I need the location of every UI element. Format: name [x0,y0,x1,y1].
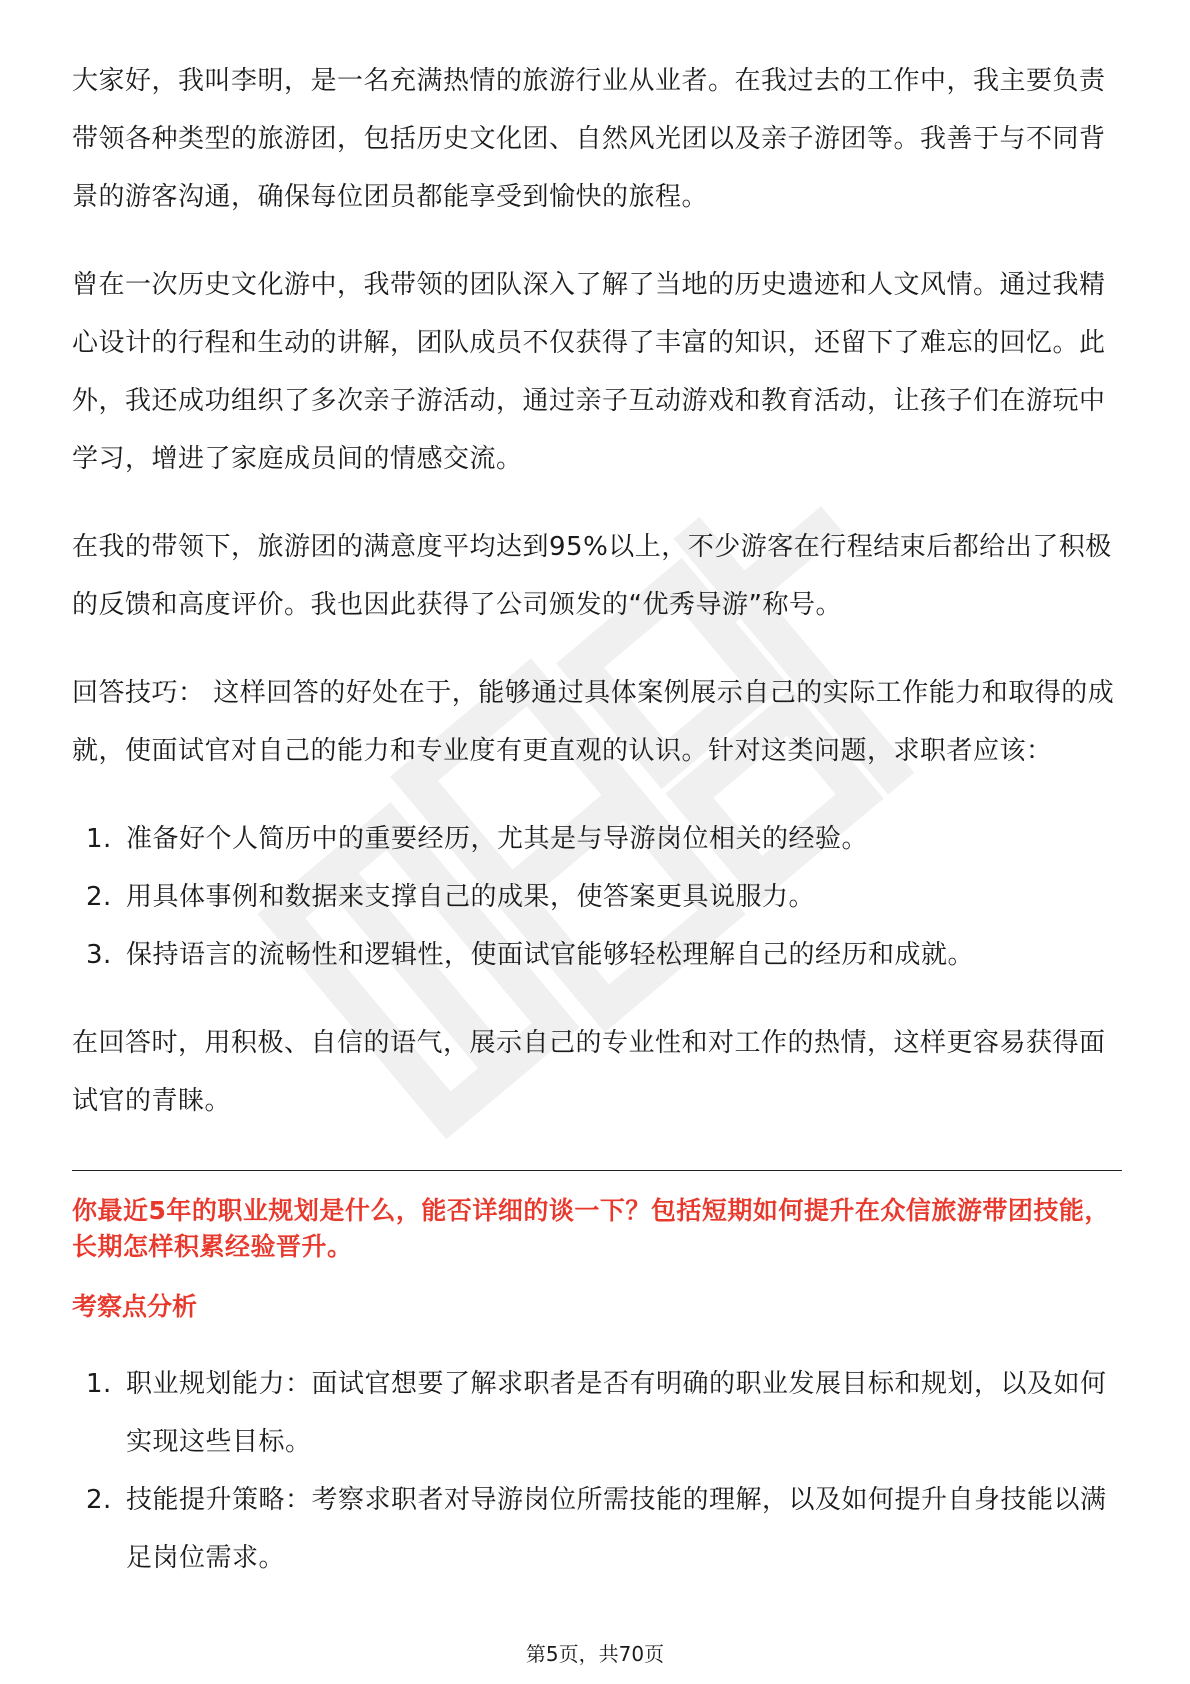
page-content [72,52,1122,1617]
section-divider [72,1170,1122,1171]
intro-paragraph: 大家好，我叫李明，是一名充满热情的旅游行业从业者。在我过去的工作中，我主要负责带领各种类型的旅游团，包括历史文化团、自然风光团以及亲子游团等。我善于与不同背景的游客沟通，确保每位团员都能享受到愉快的旅程。 [72,66,1106,212]
page-footer: 第5页，共70页 [525,1642,665,1666]
list-item-text: 职业规划能力：面试官想要了解求职者是否有明确的职业发展目标和规划，以及如何实现这些目标。 [126,1369,1107,1457]
experience-paragraph: 曾在一次历史文化游中，我带领的团队深入了解了当地的历史遗迹和人文风情。通过我精心设计的行程和生动的讲解，团队成员不仅获得了丰富的知识，还留下了难忘的回忆。此外，我还成功组织了多次亲子游活动，通过亲子互动游戏和教育活动，让孩子们在游玩中学习，增进了家庭成员间的情感交流。 [72,270,1106,474]
list-item [72,926,1122,984]
analysis-heading: 考察点分析 [72,1292,198,1321]
list-item [72,868,1122,926]
answer-tips-paragraph: 回答技巧： 这样回答的好处在于，能够通过具体案例展示自己的实际工作能力和取得的成就，使面试官对自己的能力和专业度有更直观的认识。针对这类问题，求职者应该： [72,678,1115,766]
list-item [72,1355,1122,1471]
interview-question: 你最近5年的职业规划是什么，能否详细的谈一下？包括短期如何提升在众信旅游带团技能，长期怎样积累经验晋升。 [72,1196,1110,1261]
list-number: 2. [86,882,112,912]
list-number: 2. [86,1485,112,1515]
list-item-text: 技能提升策略：考察求职者对导游岗位所需技能的理解，以及如何提升自身技能以满足岗位需求。 [126,1485,1107,1573]
tips-list [72,810,1122,984]
closing-paragraph: 在回答时，用积极、自信的语气，展示自己的专业性和对工作的热情，这样更容易获得面试官的青睐。 [72,1028,1106,1116]
list-number: 1. [86,824,112,854]
list-item-text: 准备好个人简历中的重要经历，尤其是与导游岗位相关的经验。 [126,824,869,854]
list-item-text: 保持语言的流畅性和逻辑性，使面试官能够轻松理解自己的经历和成就。 [126,940,975,970]
list-item [72,1471,1122,1587]
achievement-paragraph: 在我的带领下，旅游团的满意度平均达到95%以上，不少游客在行程结束后都给出了积极的反馈和高度评价。我也因此获得了公司颁发的“优秀导游”称号。 [72,532,1112,620]
list-item-text: 用具体事例和数据来支撑自己的成果，使答案更具说服力。 [126,882,816,912]
list-item [72,810,1122,868]
list-number: 1. [86,1369,112,1399]
list-number: 3. [86,940,112,970]
analysis-list [72,1355,1122,1587]
